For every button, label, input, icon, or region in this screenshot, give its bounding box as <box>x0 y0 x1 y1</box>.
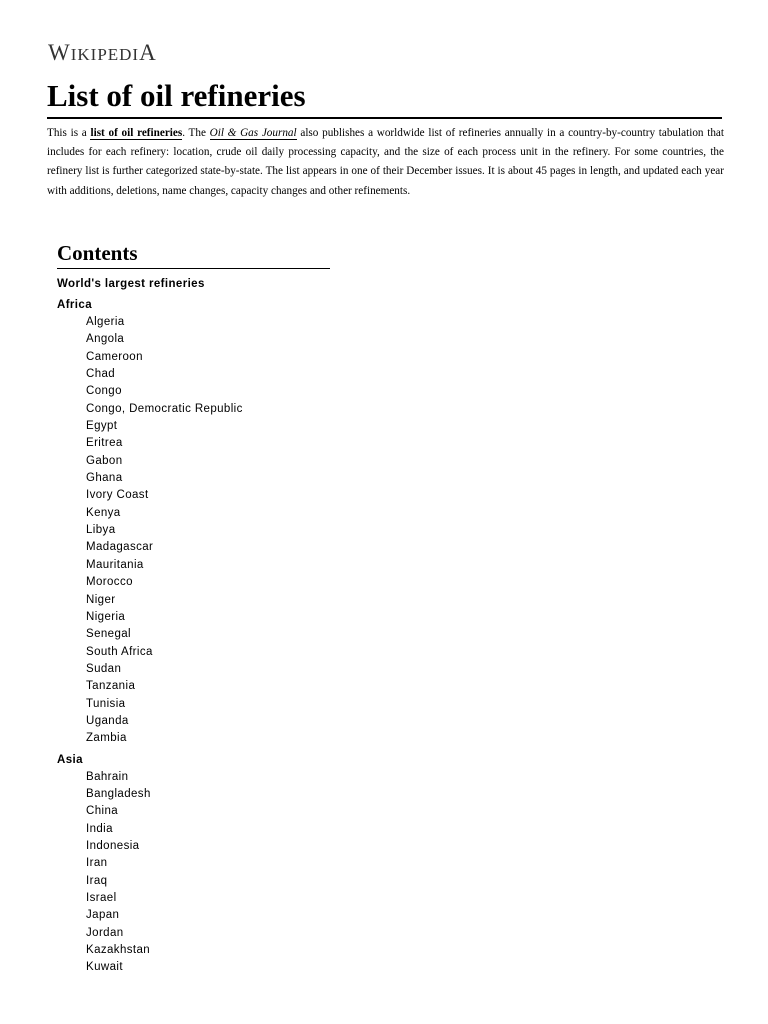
toc-item[interactable]: Chad <box>86 368 116 381</box>
toc-item[interactable]: Morocco <box>86 576 133 589</box>
toc-item[interactable]: Senegal <box>86 628 132 641</box>
toc-item[interactable]: Sudan <box>86 662 122 675</box>
logo-first-letter: W <box>48 40 71 65</box>
toc-item[interactable]: Nigeria <box>86 610 126 623</box>
table-of-contents <box>57 276 357 977</box>
toc-item[interactable]: Uganda <box>86 714 129 727</box>
toc-item[interactable]: India <box>86 822 113 835</box>
toc-item[interactable]: Eritrea <box>86 437 123 450</box>
toc-item[interactable]: Madagascar <box>86 541 154 554</box>
toc-item[interactable]: Bahrain <box>86 770 129 783</box>
toc-item[interactable]: Ivory Coast <box>86 489 149 502</box>
toc-item[interactable]: South Africa <box>86 645 153 658</box>
toc-item-worlds-largest-refineries[interactable]: World's largest refineries <box>57 278 205 290</box>
wikipedia-logo[interactable] <box>48 40 157 68</box>
toc-item[interactable]: Tunisia <box>86 697 126 710</box>
toc-item[interactable]: Angola <box>86 333 125 346</box>
logo-last-letter: A <box>139 40 157 65</box>
toc-item[interactable]: Kenya <box>86 506 121 519</box>
toc-item[interactable]: China <box>86 805 119 818</box>
toc-item[interactable]: Mauritania <box>86 558 144 571</box>
logo-middle-letters: IKIPEDI <box>70 45 140 64</box>
contents-heading: Contents <box>57 240 330 269</box>
toc-section-asia[interactable]: Asia <box>57 753 83 766</box>
toc-item[interactable]: Zambia <box>86 732 127 745</box>
toc-item[interactable]: Niger <box>86 593 116 606</box>
toc-item[interactable]: Israel <box>86 892 117 904</box>
toc-section-africa[interactable]: Africa <box>57 299 92 311</box>
toc-item[interactable]: Egypt <box>86 420 118 433</box>
toc-item[interactable]: Iran <box>86 857 108 870</box>
list-of-oil-refineries-link[interactable]: list of oil refineries <box>90 127 183 139</box>
toc-item[interactable]: Jordan <box>86 926 124 939</box>
toc-item[interactable]: Japan <box>86 909 120 922</box>
toc-item[interactable]: Tanzania <box>86 680 136 693</box>
toc-item[interactable]: Gabon <box>86 454 123 467</box>
toc-item[interactable]: Bangladesh <box>86 787 151 800</box>
toc-item[interactable]: Iraq <box>86 874 108 887</box>
toc-item[interactable]: Ghana <box>86 472 123 485</box>
toc-item[interactable]: Congo <box>86 385 122 398</box>
toc-asia-list <box>57 769 357 977</box>
intro-paragraph <box>47 124 724 201</box>
intro-text-3: also publishes a worldwide list of refineries annually in a country-by-country tabulation that includes for each refinery: location, crude oil daily processing capacity, and the size of each process unit in the refinery. For some countries, the refinery list is further categorized state-by-state. The list appears in one of their December issues. It is about 45 pages in length, and updated each year with additions, deletions, name changes, capacity changes and other refinements. <box>47 127 725 197</box>
intro-text-2: . The <box>182 127 210 139</box>
toc-item[interactable]: Kazakhstan <box>86 944 151 957</box>
toc-item[interactable]: Algeria <box>86 316 125 328</box>
toc-item[interactable]: Indonesia <box>86 839 140 852</box>
page-title: List of oil refineries <box>47 76 722 119</box>
toc-africa-list <box>57 314 357 748</box>
toc-item[interactable]: Kuwait <box>86 961 123 974</box>
toc-item[interactable]: Cameroon <box>86 350 143 363</box>
toc-item[interactable]: Libya <box>86 524 116 537</box>
oil-gas-journal-link[interactable]: Oil & Gas Journal <box>209 127 297 139</box>
intro-text-1: This is a <box>47 127 91 139</box>
toc-item[interactable]: Congo, Democratic Republic <box>86 402 243 415</box>
